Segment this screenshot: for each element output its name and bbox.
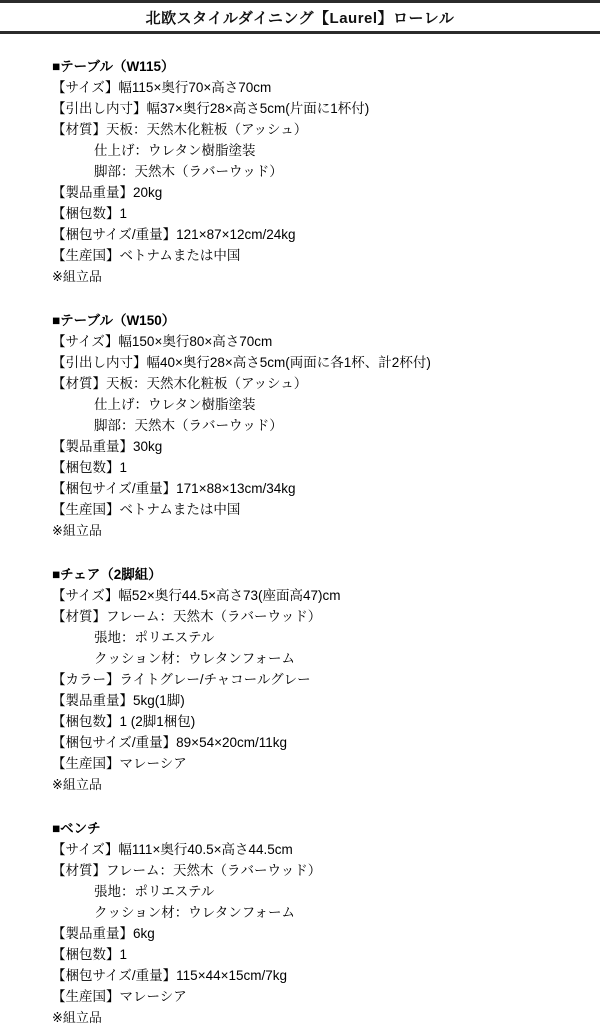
spec-block (52, 310, 600, 541)
spec-line: 脚部：天然木（ラバーウッド） (94, 418, 283, 433)
spec-line: 【梱包数】1 (2脚1梱包) (52, 714, 196, 729)
spec-line: 張地：ポリエステル (94, 884, 215, 899)
page-title-bar (0, 0, 600, 34)
spec-line: 仕上げ：ウレタン樹脂塗装 (94, 143, 256, 158)
spec-line: 【梱包サイズ/重量】121×87×12cm/24kg (52, 227, 296, 242)
spec-line: 【材質】フレーム：天然木（ラバーウッド） (52, 863, 322, 878)
spec-line: 【梱包サイズ/重量】171×88×13cm/34kg (52, 481, 296, 496)
spec-block-heading: ■テーブル（W150） (52, 313, 176, 328)
spec-note: ※組立品 (52, 1010, 102, 1025)
spec-block (52, 564, 600, 795)
spec-line: 【梱包サイズ/重量】89×54×20cm/11kg (52, 735, 288, 750)
spec-line: クッション材：ウレタンフォーム (94, 905, 296, 920)
spec-note: ※組立品 (52, 523, 102, 538)
spec-line: 【製品重量】5kg(1脚) (52, 693, 185, 708)
spec-line: 【生産国】ベトナムまたは中国 (52, 502, 241, 517)
spec-line: 【梱包数】1 (52, 460, 128, 475)
spec-line: 【材質】天板：天然木化粧板（アッシュ） (52, 122, 308, 137)
spec-line: 【生産国】マレーシア (52, 756, 187, 771)
spec-line: クッション材：ウレタンフォーム (94, 651, 296, 666)
spec-block (52, 56, 600, 287)
spec-block-heading: ■チェア（2脚組） (52, 567, 162, 582)
spec-line: 【引出し内寸】幅37×奥行28×高さ5cm(片面に1杯付) (52, 101, 370, 116)
spec-line: 【梱包数】1 (52, 206, 128, 221)
spec-line: 【製品重量】20kg (52, 185, 163, 200)
spec-line: 【サイズ】幅52×奥行44.5×高さ73(座面高47)cm (52, 588, 341, 603)
spec-line: 【サイズ】幅150×奥行80×高さ70cm (52, 334, 273, 349)
spec-line: 【生産国】ベトナムまたは中国 (52, 248, 241, 263)
spec-block-heading: ■ベンチ (52, 821, 101, 836)
spec-line: 【生産国】マレーシア (52, 989, 187, 1004)
spec-line: 【梱包サイズ/重量】115×44×15cm/7kg (52, 968, 288, 983)
spec-note: ※組立品 (52, 269, 102, 284)
spec-line: 張地：ポリエステル (94, 630, 215, 645)
spec-block-heading: ■テーブル（W115） (52, 59, 175, 74)
page-title: 北欧スタイルダイニング【Laurel】ローレル (145, 9, 455, 27)
spec-line: 【製品重量】6kg (52, 926, 155, 941)
spec-line: 【カラー】ライトグレー/チャコールグレー (52, 672, 311, 687)
spec-line: 【サイズ】幅115×奥行70×高さ70cm (52, 80, 272, 95)
spec-line: 仕上げ：ウレタン樹脂塗装 (94, 397, 256, 412)
spec-note: ※組立品 (52, 777, 102, 792)
spec-line: 【製品重量】30kg (52, 439, 163, 454)
spec-line: 【サイズ】幅111×奥行40.5×高さ44.5cm (52, 842, 293, 857)
spec-line: 【材質】天板：天然木化粧板（アッシュ） (52, 376, 308, 391)
spec-line: 【引出し内寸】幅40×奥行28×高さ5cm(両面に各1杯、計2杯付) (52, 355, 431, 370)
spec-block (52, 818, 600, 1028)
spec-content (0, 34, 600, 1028)
spec-line: 脚部：天然木（ラバーウッド） (94, 164, 283, 179)
spec-line: 【梱包数】1 (52, 947, 128, 962)
spec-line: 【材質】フレーム：天然木（ラバーウッド） (52, 609, 322, 624)
